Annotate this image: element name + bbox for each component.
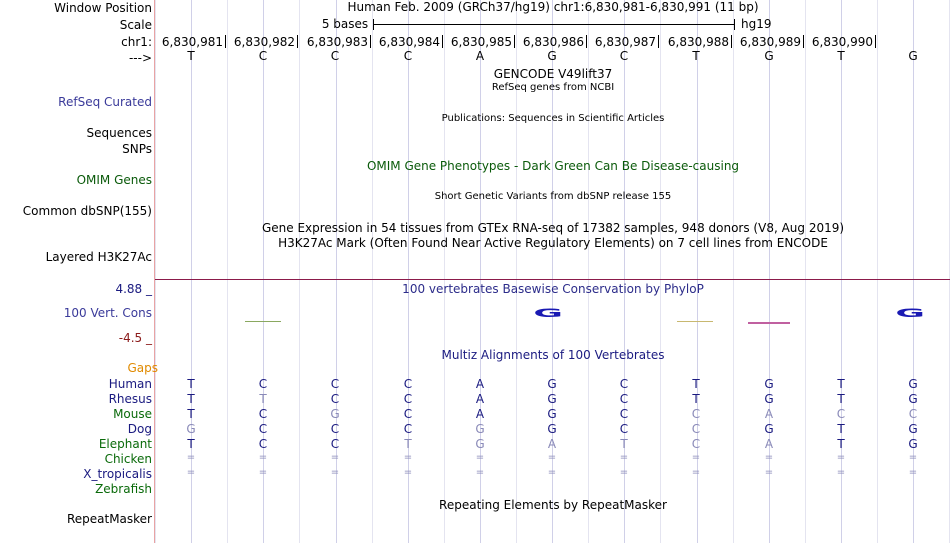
dbsnp-track-title[interactable]: Short Genetic Variants from dbSNP release 155	[434, 191, 672, 202]
repeatmasker-track-title[interactable]: Repeating Elements by RepeatMasker	[439, 498, 667, 512]
alignment-base: C	[908, 407, 918, 421]
alignment-base: C	[403, 377, 413, 391]
alignment-base: C	[403, 422, 413, 436]
ruler-tick	[514, 35, 515, 48]
alignment-base: =	[908, 452, 918, 463]
alignment-base: =	[330, 467, 340, 478]
species-label[interactable]: Human	[108, 377, 152, 391]
alignment-base: =	[547, 452, 557, 463]
window-position-text: Human Feb. 2009 (GRCh37/hg19) chr1:6,830,981-6,830,991 (11 bp)	[347, 0, 759, 14]
ruler-position-label: 6,830,981	[161, 35, 223, 49]
label-omim-genes[interactable]: OMIM Genes	[76, 173, 152, 187]
alignment-base: =	[691, 452, 701, 463]
alignment-base: G	[764, 422, 774, 436]
alignment-base: T	[187, 377, 195, 391]
refseq-track-title[interactable]: RefSeq genes from NCBI	[491, 82, 615, 93]
ruler-position-label: 6,830,985	[450, 35, 512, 49]
ruler-position-label: 6,830,990	[811, 35, 873, 49]
multiz-track-title[interactable]: Multiz Alignments of 100 Vertebrates	[441, 348, 665, 362]
ruler-tick	[658, 35, 659, 48]
reference-base: G	[764, 49, 774, 63]
alignment-base: G	[908, 437, 918, 451]
alignment-base: =	[547, 467, 557, 478]
alignment-base: =	[764, 467, 774, 478]
conservation-mark	[748, 322, 790, 324]
alignment-base: C	[258, 422, 268, 436]
conservation-mark	[677, 321, 713, 322]
alignment-base: A	[764, 437, 774, 451]
label-chrom: chr1:	[121, 35, 152, 49]
reference-base: C	[330, 49, 340, 63]
label-repeatmasker[interactable]: RepeatMasker	[66, 512, 152, 526]
alignment-base: C	[330, 437, 340, 451]
alignment-base: G	[908, 422, 918, 436]
conservation-mark	[245, 321, 281, 322]
alignment-base: T	[837, 392, 845, 406]
alignment-base: G	[908, 392, 918, 406]
alignment-base: T	[692, 392, 700, 406]
alignment-base: A	[764, 407, 774, 421]
reference-base: A	[475, 49, 485, 63]
alignment-base: C	[330, 392, 340, 406]
alignment-base: C	[330, 422, 340, 436]
conservation-track-title[interactable]: 100 vertebrates Basewise Conservation by PhyloP	[402, 282, 704, 296]
alignment-base: T	[404, 437, 412, 451]
alignment-base: G	[764, 392, 774, 406]
publications-track-title[interactable]: Publications: Sequences in Scientific Articles	[441, 113, 665, 124]
alignment-base: =	[908, 467, 918, 478]
omim-track-title[interactable]: OMIM Gene Phenotypes - Dark Green Can Be Disease-causing	[366, 159, 740, 173]
alignment-base: G	[330, 407, 340, 421]
alignment-base: C	[619, 377, 629, 391]
alignment-base: =	[475, 467, 485, 478]
alignment-base: G	[475, 437, 485, 451]
alignment-base: C	[258, 437, 268, 451]
alignment-base: =	[475, 452, 485, 463]
ruler-position-label: 6,830,982	[233, 35, 295, 49]
ruler-tick	[875, 35, 876, 48]
conservation-logo-g: G	[895, 306, 925, 320]
reference-base: G	[908, 49, 918, 63]
alignment-base: C	[258, 407, 268, 421]
alignment-base: C	[836, 407, 846, 421]
species-label[interactable]: Zebrafish	[95, 482, 152, 496]
ruler-position-label: 6,830,987	[594, 35, 656, 49]
alignment-base: C	[691, 407, 701, 421]
alignment-base: G	[547, 377, 557, 391]
alignment-base: =	[330, 452, 340, 463]
ruler-tick	[803, 35, 804, 48]
label-common-dbsnp[interactable]: Common dbSNP(155)	[22, 204, 152, 218]
alignment-base: =	[186, 467, 196, 478]
ruler-tick	[586, 35, 587, 48]
alignment-base: G	[547, 392, 557, 406]
h3k27ac-track-title[interactable]: H3K27Ac Mark (Often Found Near Active Regulatory Elements) on 7 cell lines from ENCODE	[278, 236, 828, 250]
alignment-base: =	[619, 467, 629, 478]
alignment-base: C	[258, 377, 268, 391]
alignment-base: T	[259, 392, 267, 406]
alignment-base: G	[547, 407, 557, 421]
alignment-base: A	[547, 437, 557, 451]
label-layered-h3k27ac[interactable]: Layered H3K27Ac	[45, 250, 152, 264]
ruler-position-label: 6,830,983	[306, 35, 368, 49]
alignment-base: G	[908, 377, 918, 391]
label-cons-max: 4.88 _	[115, 282, 152, 296]
alignment-base: T	[187, 437, 195, 451]
species-label[interactable]: Rhesus	[108, 392, 152, 406]
alignment-base: =	[836, 452, 846, 463]
species-label[interactable]: Mouse	[113, 407, 152, 421]
label-strand: --->	[128, 51, 152, 65]
label-sequences[interactable]: Sequences	[86, 126, 152, 140]
track-divider	[155, 279, 950, 280]
ruler-position-label: 6,830,986	[522, 35, 584, 49]
ruler-tick	[370, 35, 371, 48]
alignment-base: C	[691, 422, 701, 436]
label-scale: Scale	[119, 18, 152, 32]
alignment-base: T	[620, 437, 628, 451]
alignment-base: =	[403, 467, 413, 478]
ruler-position-label: 6,830,984	[378, 35, 440, 49]
scale-bar	[373, 24, 734, 25]
scale-bar-left-tick	[373, 19, 374, 30]
species-label[interactable]: Dog	[127, 422, 152, 436]
alignment-base: T	[187, 392, 195, 406]
alignment-base: =	[836, 467, 846, 478]
species-label[interactable]: Elephant	[98, 437, 152, 451]
scale-bar-right-tick	[734, 19, 735, 30]
alignment-base: =	[691, 467, 701, 478]
alignment-base: A	[475, 377, 485, 391]
alignment-base: C	[619, 407, 629, 421]
ruler-position-label: 6,830,988	[667, 35, 729, 49]
species-label[interactable]: Chicken	[104, 452, 152, 466]
alignment-base: C	[403, 392, 413, 406]
ruler-position-label: 6,830,989	[739, 35, 801, 49]
alignment-base: T	[837, 437, 845, 451]
reference-base: C	[258, 49, 268, 63]
label-window-position: Window Position	[54, 1, 152, 15]
alignment-base: A	[475, 392, 485, 406]
alignment-base: T	[837, 377, 845, 391]
species-label[interactable]: X_tropicalis	[83, 467, 152, 481]
alignment-base: =	[764, 452, 774, 463]
alignment-base: G	[764, 377, 774, 391]
alignment-base: =	[403, 452, 413, 463]
alignment-base: T	[692, 377, 700, 391]
label-refseq-curated[interactable]: RefSeq Curated	[58, 95, 152, 109]
ruler-tick	[225, 35, 226, 48]
alignment-base: G	[186, 422, 196, 436]
ruler-tick	[297, 35, 298, 48]
reference-base: C	[619, 49, 629, 63]
alignment-base: C	[691, 437, 701, 451]
label-snps[interactable]: SNPs	[122, 142, 152, 156]
alignment-base: G	[547, 422, 557, 436]
alignment-base: T	[187, 407, 195, 421]
alignment-base: C	[403, 407, 413, 421]
label-cons-min: -4.5 _	[118, 331, 152, 345]
reference-base: T	[837, 49, 845, 63]
alignment-base: =	[258, 452, 268, 463]
assembly-label: hg19	[741, 17, 772, 31]
gencode-track-title[interactable]: GENCODE V49lift37	[493, 67, 613, 81]
alignment-base: =	[619, 452, 629, 463]
label-100-vert-cons[interactable]: 100 Vert. Cons	[63, 306, 152, 320]
alignment-base: =	[186, 452, 196, 463]
alignment-base: C	[619, 392, 629, 406]
reference-base: T	[692, 49, 700, 63]
alignment-base: G	[475, 422, 485, 436]
reference-base: C	[403, 49, 413, 63]
alignment-base: =	[258, 467, 268, 478]
alignment-base: C	[619, 422, 629, 436]
ruler-tick	[731, 35, 732, 48]
reference-base: T	[187, 49, 195, 63]
label-gaps[interactable]: Gaps	[127, 361, 158, 375]
reference-base: G	[547, 49, 557, 63]
alignment-base: C	[330, 377, 340, 391]
scale-text: 5 bases	[321, 17, 369, 31]
alignment-base: A	[475, 407, 485, 421]
gtex-track-title[interactable]: Gene Expression in 54 tissues from GTEx RNA-seq of 17382 samples, 948 donors (V8, Aug 2019)	[261, 221, 845, 235]
alignment-base: T	[837, 422, 845, 436]
conservation-logo-g: G	[533, 306, 563, 320]
ruler-tick	[442, 35, 443, 48]
